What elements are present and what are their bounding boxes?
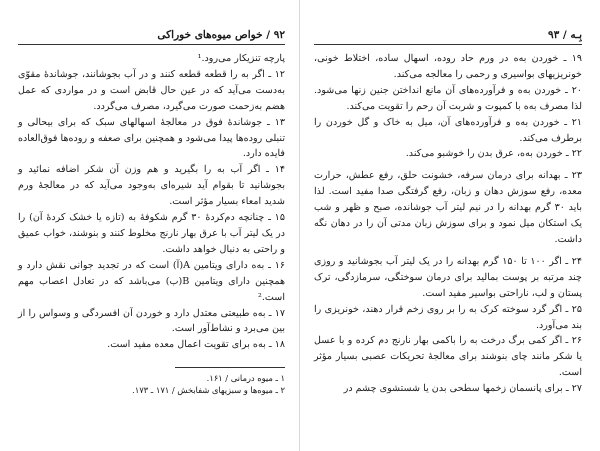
paragraph: ۲۲ ـ خوردن به‌ه، عرق بدن را خوشبو می‌کند. [405,148,582,160]
footnote: ۲ ـ میوه‌ها و سبزیهای شفابخش / ۱۷۱ ـ ۱۷۳. [132,385,285,396]
paragraph: ۱۷ ـ به‌ه طبیعتی معتدل دارد و خوردن آن افسردگی و وسواس را از بین می‌برد و نشاط‌آور است. [18,307,285,335]
paragraph: پارچه تنزیکار می‌رود.¹ [197,53,285,64]
paragraph: ۲۵ ـ اگر گرد سوخته کرک به را بر روی زخم قرار دهند، خونریزی را بند می‌آورد. [314,303,582,331]
paragraph: ۱۶ ـ به‌ه دارای ویتامین A(آ) است که در تجدید جوانی نقش دارد و همچنین دارای ویتامین B(ب) می‌باشد که در تعادل اعصاب مهم است.² [18,259,286,303]
left-page-body [18,51,285,353]
paragraph: ۱۵ ـ چنانچه دم‌کردهٔ ۳۰ گرم شکوفهٔ به (تازه یا خشک کردهٔ آن) را در یک لیتر آب با عرق بهار نارنج مخلوط کنند و بنوشند، خواب عمیق و راحتی به دنبال خواهد داشت. [18,212,285,255]
paragraph: ۱۸ ـ به‌ه برای تقویت اعمال معده مفید است. [107,339,285,351]
page-header-left: ۹۲ / خواص میوه‌های خوراکی [18,26,285,45]
paragraph: ۱۴ ـ اگر آب به را بگیرید و هم وزن آن شکر اضافه نمائید و بجوشانید تا بقوام آید شیره‌ای به‌وجود می‌آید که در معالجهٔ ورم شدید امعاء بسیار مؤثر است. [18,164,285,208]
paragraph: ۲۱ ـ خوردن به‌ه و فرآورده‌های آن، میل به خاک و گل خوردن را برطرف می‌کند. [314,116,582,144]
paragraph: ۲۰ ـ خوردن به‌ه و فرآورده‌های آن مانع انداختن جنین زنها می‌شود. لذا مصرف به‌ه با کمپوت و شربت آن رحم را تقویت می‌کند. [314,84,582,112]
paragraph: ۲۷ ـ برای پانسمان زخمها سطحی بدن یا شستشوی چشم در [343,383,582,395]
footnotes [18,372,285,396]
footnote: ۱ ـ میوه درمانی / ۱۶۱. [206,373,285,384]
paragraph: ۱۲ ـ اگر به را قطعه قطعه کنند و در آب بجوشانند، جوشاندهٔ مقوّی به‌دست می‌آید که در عین حال قابض است و در مواردی که عمل هضم به‌زحمت صورت می‌گیرد، مصرف می‌گردد. [18,68,285,112]
right-page-body [314,51,582,397]
page-header-right: بِـه / ۹۳ [314,26,582,45]
right-page [300,0,600,451]
paragraph: ۱۹ ـ خوردن به‌ه در ورم حاد روده، اسهال ساده، اختلاط خونی، خونریزیهای بواسیری و رحمی را معالجه می‌کند. [314,53,582,80]
paragraph: ۲۴ ـ اگر ۱۰۰ تا ۱۵۰ گرم بهدانه را در یک لیتر آب بجوشانید و روزی چند مرتبه بر پوست بمالید برای درمان سوختگی، سرمازدگی، ترک پستان و لب، ناراحتی بواسیر مفید است. [314,255,582,299]
paragraph: ۱۳ ـ جوشاندهٔ فوق در معالجهٔ اسهالهای سبک که برای بیحالی و تنبلی روده‌ها پیدا می‌شود و همچنین برای صعفه و روده‌ها فوق‌العاده فایده دارد. [18,116,285,160]
footnote-divider [175,367,285,368]
paragraph: ۲۶ ـ اگر کمی برگ درخت به را باکمی بهار نارنج دم کرده و با عسل یا شکر مانند چای بنوشند برای معالجهٔ تحریکات عصبی بسیار مؤثر است. [314,335,582,379]
paragraph: ۲۳ ـ بهدانه برای درمان سرفه، خشونت حلق، رفع عطش، حرارت معده، رفع سوزش دهان و زبان، رفع گرفتگی صدا مفید است. لذا باید ۳۰ گرم بهدانه را در نیم لیتر آب جوشانده، صبح و ظهر و شب یک استکان میل نمود و برای سوزش زبان مدتی آن را در دهان نگه داشت. [314,170,582,245]
